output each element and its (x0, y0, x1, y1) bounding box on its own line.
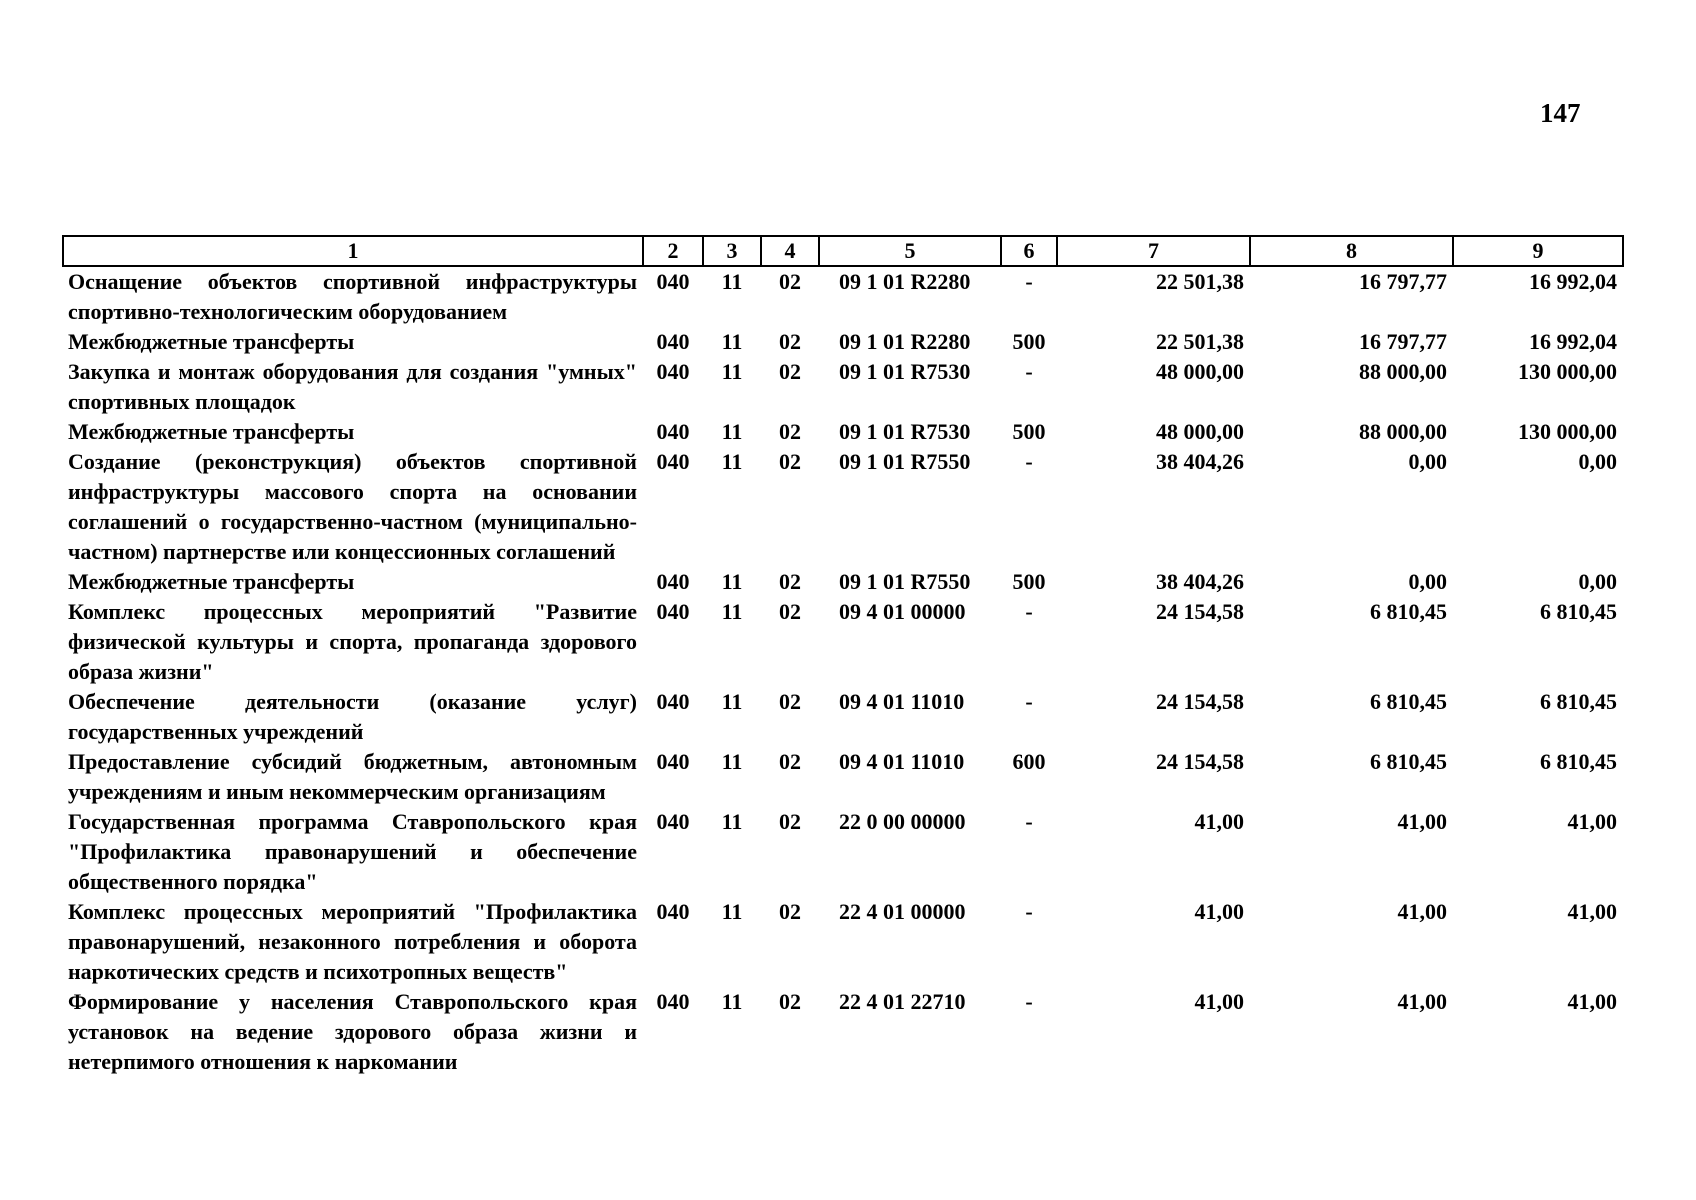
row-name: Межбюджетные трансферты (68, 419, 355, 444)
row-col8: 16 797,77 (1359, 329, 1447, 354)
row-col3: 11 (721, 359, 743, 384)
row-col9: 6 810,45 (1540, 689, 1617, 714)
row-name: Государственная программа Ставропольского края "Профилактика правонарушений и обеспечение общественного порядка" (68, 809, 637, 894)
header-cell-col2: 2 (643, 236, 703, 266)
row-col3: 11 (721, 449, 743, 474)
table-row (63, 567, 1623, 597)
row-col9: 130 000,00 (1518, 359, 1617, 384)
row-col3: 11 (721, 749, 743, 774)
table-row (63, 807, 1623, 897)
row-col5: 09 4 01 11010 (839, 689, 965, 714)
row-col9: 41,00 (1567, 809, 1617, 834)
row-col9: 130 000,00 (1518, 419, 1617, 444)
row-col3: 11 (721, 419, 743, 444)
row-name: Оснащение объектов спортивной инфраструктуры спортивно-технологическим оборудованием (68, 269, 637, 324)
row-col7: 38 404,26 (1156, 449, 1244, 474)
row-col5: 09 4 01 00000 (839, 599, 966, 624)
table-row (63, 687, 1623, 747)
row-col3: 11 (721, 809, 743, 834)
row-col9: 41,00 (1567, 899, 1617, 924)
row-col4: 02 (779, 449, 801, 474)
row-col3: 11 (721, 329, 743, 354)
row-col9: 41,00 (1567, 989, 1617, 1014)
row-name: Обеспечение деятельности (оказание услуг) государственных учреждений (68, 689, 637, 744)
row-col7: 41,00 (1194, 899, 1244, 924)
row-col8: 16 797,77 (1359, 269, 1447, 294)
row-col6: - (1025, 989, 1033, 1014)
row-col2: 040 (656, 269, 690, 294)
table-row (63, 987, 1623, 1077)
row-col5: 09 4 01 11010 (839, 749, 965, 774)
row-col6: - (1025, 449, 1033, 474)
row-col5: 09 1 01 R7530 (839, 419, 971, 444)
row-col2: 040 (656, 809, 690, 834)
row-col8: 0,00 (1408, 449, 1447, 474)
row-col4: 02 (779, 749, 801, 774)
row-col6: - (1025, 359, 1033, 384)
row-col7: 48 000,00 (1156, 359, 1244, 384)
row-col3: 11 (721, 269, 743, 294)
budget-table (62, 235, 1624, 1077)
row-col6: - (1025, 689, 1033, 714)
row-col3: 11 (721, 689, 743, 714)
row-col8: 6 810,45 (1370, 689, 1447, 714)
row-name: Закупка и монтаж оборудования для создания "умных" спортивных площадок (68, 359, 637, 414)
row-col9: 0,00 (1578, 449, 1617, 474)
row-name: Создание (реконструкция) объектов спортивной инфраструктуры массового спорта на основании соглашений о государственно-частном (муниципально-частном) партнерстве или концессионных соглашений (68, 449, 637, 564)
row-col6: - (1025, 809, 1033, 834)
row-col5: 22 4 01 00000 (839, 899, 966, 924)
row-col2: 040 (656, 449, 690, 474)
row-col4: 02 (779, 359, 801, 384)
row-col8: 88 000,00 (1359, 419, 1447, 444)
row-col6: - (1025, 269, 1033, 294)
row-col2: 040 (656, 329, 690, 354)
row-name: Комплекс процессных мероприятий "Профилактика правонарушений, незаконного потребления и оборота наркотических средств и психотропных веществ" (68, 899, 637, 984)
row-col2: 040 (656, 569, 690, 594)
row-col6: - (1025, 599, 1033, 624)
row-col9: 0,00 (1578, 569, 1617, 594)
row-col2: 040 (656, 689, 690, 714)
row-col3: 11 (721, 899, 743, 924)
table-row (63, 447, 1623, 567)
row-col5: 09 1 01 R7550 (839, 449, 971, 474)
row-col2: 040 (656, 749, 690, 774)
header-cell-col5: 5 (819, 236, 1001, 266)
row-col6: 500 (1012, 569, 1046, 594)
row-col4: 02 (779, 899, 801, 924)
table-row (63, 357, 1623, 417)
header-cell-col6: 6 (1001, 236, 1057, 266)
row-col7: 41,00 (1194, 809, 1244, 834)
row-col7: 48 000,00 (1156, 419, 1244, 444)
row-col9: 6 810,45 (1540, 749, 1617, 774)
row-col4: 02 (779, 689, 801, 714)
row-name: Комплекс процессных мероприятий "Развитие физической культуры и спорта, пропаганда здорового образа жизни" (68, 599, 637, 684)
table-body (63, 266, 1623, 1077)
row-col9: 16 992,04 (1529, 269, 1617, 294)
table-row (63, 897, 1623, 987)
row-col8: 6 810,45 (1370, 749, 1447, 774)
header-row (63, 236, 1623, 266)
row-col7: 41,00 (1194, 989, 1244, 1014)
table-row (63, 747, 1623, 807)
row-col4: 02 (779, 329, 801, 354)
table-row (63, 327, 1623, 357)
row-col4: 02 (779, 809, 801, 834)
row-col5: 09 1 01 R7530 (839, 359, 971, 384)
row-col4: 02 (779, 419, 801, 444)
header-cell-col1: 1 (63, 236, 643, 266)
row-col7: 22 501,38 (1156, 329, 1244, 354)
row-col9: 16 992,04 (1529, 329, 1617, 354)
row-col2: 040 (656, 359, 690, 384)
row-col3: 11 (721, 569, 743, 594)
row-name: Межбюджетные трансферты (68, 569, 355, 594)
row-col7: 24 154,58 (1156, 599, 1244, 624)
row-col6: - (1025, 899, 1033, 924)
row-col2: 040 (656, 419, 690, 444)
row-col8: 41,00 (1397, 899, 1447, 924)
row-col4: 02 (779, 599, 801, 624)
row-col5: 22 0 00 00000 (839, 809, 966, 834)
row-col6: 500 (1012, 329, 1046, 354)
table-row (63, 417, 1623, 447)
row-col5: 09 1 01 R2280 (839, 329, 971, 354)
row-col7: 38 404,26 (1156, 569, 1244, 594)
header-cell-col8: 8 (1250, 236, 1453, 266)
row-col6: 600 (1012, 749, 1046, 774)
row-col2: 040 (656, 899, 690, 924)
table-header (63, 236, 1623, 266)
row-col8: 0,00 (1408, 569, 1447, 594)
row-col8: 41,00 (1397, 809, 1447, 834)
row-col7: 24 154,58 (1156, 689, 1244, 714)
row-col8: 41,00 (1397, 989, 1447, 1014)
row-col8: 6 810,45 (1370, 599, 1447, 624)
row-col5: 22 4 01 22710 (839, 989, 966, 1014)
row-col4: 02 (779, 989, 801, 1014)
row-col6: 500 (1012, 419, 1046, 444)
row-name: Межбюджетные трансферты (68, 329, 355, 354)
row-col7: 24 154,58 (1156, 749, 1244, 774)
row-col5: 09 1 01 R7550 (839, 569, 971, 594)
row-col2: 040 (656, 989, 690, 1014)
row-name: Формирование у населения Ставропольского края установок на ведение здорового образа жизни и нетерпимого отношения к наркомании (68, 989, 637, 1074)
row-col3: 11 (721, 599, 743, 624)
row-col5: 09 1 01 R2280 (839, 269, 971, 294)
row-col7: 22 501,38 (1156, 269, 1244, 294)
table-row (63, 597, 1623, 687)
row-col4: 02 (779, 569, 801, 594)
header-cell-col3: 3 (703, 236, 761, 266)
table-row (63, 266, 1623, 327)
row-col9: 6 810,45 (1540, 599, 1617, 624)
row-name: Предоставление субсидий бюджетным, автономным учреждениям и иным некоммерческим организациям (68, 749, 637, 804)
page-number: 147 (1540, 98, 1581, 128)
header-cell-col9: 9 (1453, 236, 1623, 266)
header-cell-col4: 4 (761, 236, 819, 266)
row-col4: 02 (779, 269, 801, 294)
row-col3: 11 (721, 989, 743, 1014)
header-cell-col7: 7 (1057, 236, 1250, 266)
row-col2: 040 (656, 599, 690, 624)
row-col8: 88 000,00 (1359, 359, 1447, 384)
